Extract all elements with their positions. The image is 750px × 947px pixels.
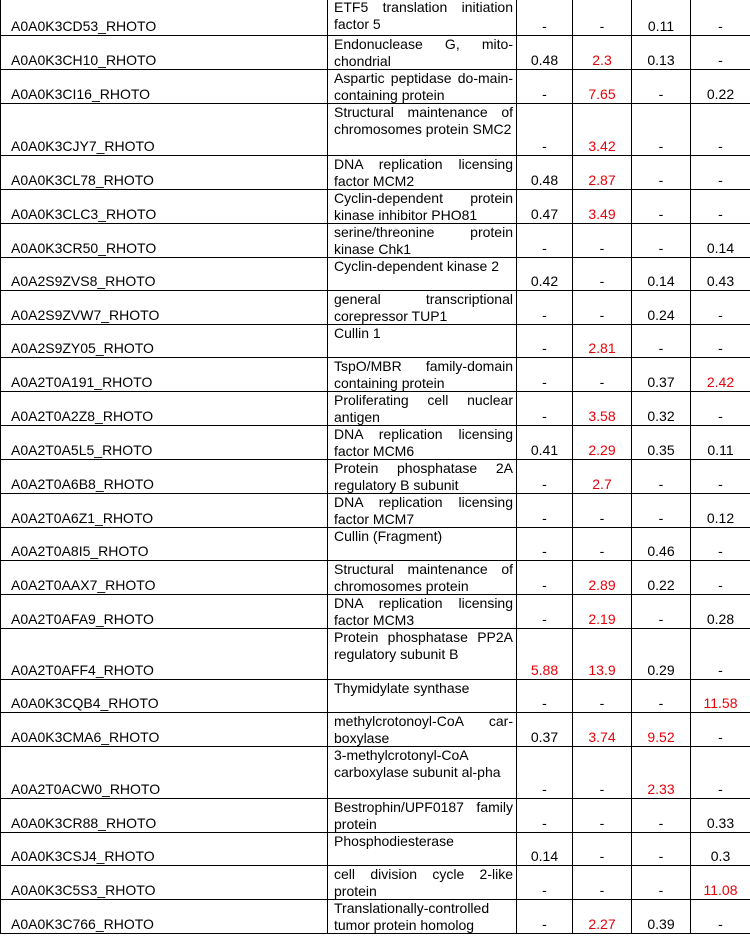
value-cell-3: - bbox=[632, 595, 691, 629]
protein-id-cell: A0A2T0A2Z8_RHOTO bbox=[1, 392, 328, 426]
protein-description-cell: Cullin 1 bbox=[328, 325, 517, 358]
value-cell-1: - bbox=[517, 595, 573, 629]
value-cell-3: 0.39 bbox=[632, 900, 691, 934]
value-cell-4: - bbox=[691, 156, 750, 190]
value-cell-3: 0.29 bbox=[632, 629, 691, 680]
table-row bbox=[1, 494, 750, 528]
table-row bbox=[1, 561, 750, 595]
value-cell-1: 0.48 bbox=[517, 36, 573, 70]
value-cell-1: - bbox=[517, 0, 573, 36]
value-cell-3: 0.13 bbox=[632, 36, 691, 70]
value-cell-4: 0.3 bbox=[691, 833, 750, 866]
value-cell-3: - bbox=[632, 799, 691, 833]
value-cell-4: 11.58 bbox=[691, 680, 750, 713]
value-cell-1: 0.37 bbox=[517, 713, 573, 747]
protein-description-cell: general transcriptional corepressor TUP1 bbox=[328, 291, 517, 325]
value-cell-1: - bbox=[517, 747, 573, 799]
value-cell-4: 0.33 bbox=[691, 799, 750, 833]
value-cell-1: - bbox=[517, 561, 573, 595]
protein-id-cell: A0A0K3CLC3_RHOTO bbox=[1, 190, 328, 224]
protein-id-cell: A0A0K3CH10_RHOTO bbox=[1, 36, 328, 70]
protein-id-cell: A0A0K3C5S3_RHOTO bbox=[1, 866, 328, 900]
value-cell-1: 0.42 bbox=[517, 258, 573, 291]
table-row bbox=[1, 190, 750, 224]
protein-id-cell: A0A2S9ZVW7_RHOTO bbox=[1, 291, 328, 325]
value-cell-2: 2.3 bbox=[573, 36, 632, 70]
protein-id-cell: A0A2T0A191_RHOTO bbox=[1, 358, 328, 392]
protein-description-cell: Translationally-controlled tumor protein homolog bbox=[328, 900, 517, 934]
table-body bbox=[1, 0, 750, 934]
value-cell-3: 0.24 bbox=[632, 291, 691, 325]
value-cell-2: - bbox=[573, 291, 632, 325]
protein-description-cell: Protein phosphatase 2A regulatory B subunit bbox=[328, 460, 517, 494]
protein-id-cell: A0A2T0A6B8_RHOTO bbox=[1, 460, 328, 494]
protein-id-cell: A0A0K3CL78_RHOTO bbox=[1, 156, 328, 190]
value-cell-2: 3.42 bbox=[573, 104, 632, 156]
value-cell-3: - bbox=[632, 833, 691, 866]
table-row bbox=[1, 392, 750, 426]
value-cell-1: - bbox=[517, 392, 573, 426]
protein-id-cell: A0A0K3CQB4_RHOTO bbox=[1, 680, 328, 713]
value-cell-1: - bbox=[517, 866, 573, 900]
table-row bbox=[1, 258, 750, 291]
value-cell-2: 7.65 bbox=[573, 70, 632, 104]
protein-description-cell: serine/threonine protein kinase Chk1 bbox=[328, 224, 517, 258]
protein-description-cell: Phosphodiesterase bbox=[328, 833, 517, 866]
value-cell-2: - bbox=[573, 866, 632, 900]
value-cell-3: 2.33 bbox=[632, 747, 691, 799]
value-cell-2: - bbox=[573, 528, 632, 561]
value-cell-4: 11.08 bbox=[691, 866, 750, 900]
value-cell-4: - bbox=[691, 528, 750, 561]
value-cell-2: 2.81 bbox=[573, 325, 632, 358]
value-cell-2: - bbox=[573, 0, 632, 36]
value-cell-1: - bbox=[517, 494, 573, 528]
value-cell-4: - bbox=[691, 629, 750, 680]
value-cell-4: - bbox=[691, 325, 750, 358]
protein-id-cell: A0A0K3CR50_RHOTO bbox=[1, 224, 328, 258]
table-row bbox=[1, 747, 750, 799]
value-cell-4: 0.22 bbox=[691, 70, 750, 104]
protein-description-cell: DNA replication licensing factor MCM7 bbox=[328, 494, 517, 528]
protein-id-cell: A0A0K3CR88_RHOTO bbox=[1, 799, 328, 833]
value-cell-1: - bbox=[517, 460, 573, 494]
protein-description-cell: Proliferating cell nuclear antigen bbox=[328, 392, 517, 426]
value-cell-3: 0.22 bbox=[632, 561, 691, 595]
table-row bbox=[1, 799, 750, 833]
protein-id-cell: A0A0K3CSJ4_RHOTO bbox=[1, 833, 328, 866]
protein-description-cell: 3-methylcrotonyl-CoA carboxylase subunit al-pha bbox=[328, 747, 517, 799]
value-cell-2: 3.58 bbox=[573, 392, 632, 426]
table-row bbox=[1, 104, 750, 156]
protein-description-cell: ETF5 translation initiation factor 5 bbox=[328, 0, 517, 36]
value-cell-4: 0.11 bbox=[691, 426, 750, 460]
value-cell-4: - bbox=[691, 392, 750, 426]
protein-description-cell: cell division cycle 2-like protein bbox=[328, 866, 517, 900]
protein-description-cell: Thymidylate synthase bbox=[328, 680, 517, 713]
value-cell-1: 0.41 bbox=[517, 426, 573, 460]
value-cell-2: - bbox=[573, 833, 632, 866]
table-row bbox=[1, 460, 750, 494]
protein-id-cell: A0A0K3CMA6_RHOTO bbox=[1, 713, 328, 747]
value-cell-1: 0.47 bbox=[517, 190, 573, 224]
value-cell-4: - bbox=[691, 0, 750, 36]
value-cell-2: 2.29 bbox=[573, 426, 632, 460]
table-row bbox=[1, 833, 750, 866]
value-cell-1: - bbox=[517, 680, 573, 713]
value-cell-3: 0.11 bbox=[632, 0, 691, 36]
protein-id-cell: A0A2T0A6Z1_RHOTO bbox=[1, 494, 328, 528]
protein-description-cell: Aspartic peptidase do-main-containing protein bbox=[328, 70, 517, 104]
value-cell-4: - bbox=[691, 900, 750, 934]
table-row bbox=[1, 680, 750, 713]
value-cell-2: 13.9 bbox=[573, 629, 632, 680]
value-cell-2: - bbox=[573, 224, 632, 258]
protein-id-cell: A0A0K3CD53_RHOTO bbox=[1, 0, 328, 36]
value-cell-4: - bbox=[691, 291, 750, 325]
value-cell-2: - bbox=[573, 747, 632, 799]
value-cell-1: - bbox=[517, 104, 573, 156]
protein-description-cell: Endonuclease G, mito-chondrial bbox=[328, 36, 517, 70]
value-cell-2: 2.89 bbox=[573, 561, 632, 595]
table-row bbox=[1, 0, 750, 36]
protein-id-cell: A0A0K3CI16_RHOTO bbox=[1, 70, 328, 104]
value-cell-4: - bbox=[691, 460, 750, 494]
table-row bbox=[1, 156, 750, 190]
value-cell-3: - bbox=[632, 325, 691, 358]
value-cell-1: - bbox=[517, 291, 573, 325]
value-cell-2: - bbox=[573, 680, 632, 713]
protein-description-cell: Cyclin-dependent protein kinase inhibitor PHO81 bbox=[328, 190, 517, 224]
protein-description-cell: Structural maintenance of chromosomes protein bbox=[328, 561, 517, 595]
protein-id-cell: A0A2T0AFA9_RHOTO bbox=[1, 595, 328, 629]
protein-description-cell: DNA replication licensing factor MCM6 bbox=[328, 426, 517, 460]
value-cell-3: - bbox=[632, 224, 691, 258]
value-cell-1: 0.48 bbox=[517, 156, 573, 190]
value-cell-4: - bbox=[691, 104, 750, 156]
protein-id-cell: A0A0K3CJY7_RHOTO bbox=[1, 104, 328, 156]
table-row bbox=[1, 713, 750, 747]
protein-id-cell: A0A2S9ZY05_RHOTO bbox=[1, 325, 328, 358]
protein-id-cell: A0A2T0AAX7_RHOTO bbox=[1, 561, 328, 595]
protein-id-cell: A0A2S9ZVS8_RHOTO bbox=[1, 258, 328, 291]
protein-description-cell: TspO/MBR family-domain containing protein bbox=[328, 358, 517, 392]
protein-id-cell: A0A2T0A8I5_RHOTO bbox=[1, 528, 328, 561]
value-cell-1: - bbox=[517, 900, 573, 934]
protein-description-cell: Cyclin-dependent kinase 2 bbox=[328, 258, 517, 291]
value-cell-1: - bbox=[517, 325, 573, 358]
table-row bbox=[1, 426, 750, 460]
table-row bbox=[1, 291, 750, 325]
value-cell-3: 9.52 bbox=[632, 713, 691, 747]
value-cell-3: - bbox=[632, 460, 691, 494]
value-cell-3: 0.37 bbox=[632, 358, 691, 392]
value-cell-2: 2.7 bbox=[573, 460, 632, 494]
table-row bbox=[1, 528, 750, 561]
protein-id-cell: A0A2T0AFF4_RHOTO bbox=[1, 629, 328, 680]
value-cell-2: - bbox=[573, 799, 632, 833]
value-cell-1: - bbox=[517, 358, 573, 392]
protein-id-cell: A0A2T0A5L5_RHOTO bbox=[1, 426, 328, 460]
value-cell-3: - bbox=[632, 494, 691, 528]
protein-description-cell: DNA replication licensing factor MCM2 bbox=[328, 156, 517, 190]
table-row bbox=[1, 358, 750, 392]
protein-description-cell: methylcrotonoyl-CoA car-boxylase bbox=[328, 713, 517, 747]
value-cell-2: 2.19 bbox=[573, 595, 632, 629]
table-row bbox=[1, 36, 750, 70]
value-cell-4: - bbox=[691, 190, 750, 224]
protein-description-cell: DNA replication licensing factor MCM3 bbox=[328, 595, 517, 629]
value-cell-1: - bbox=[517, 799, 573, 833]
value-cell-4: - bbox=[691, 713, 750, 747]
value-cell-4: 0.43 bbox=[691, 258, 750, 291]
table-row bbox=[1, 325, 750, 358]
value-cell-3: 0.46 bbox=[632, 528, 691, 561]
protein-description-cell: Protein phosphatase PP2A regulatory subunit B bbox=[328, 629, 517, 680]
value-cell-2: - bbox=[573, 358, 632, 392]
protein-description-cell: Structural maintenance of chromosomes protein SMC2 bbox=[328, 104, 517, 156]
value-cell-4: 0.12 bbox=[691, 494, 750, 528]
value-cell-1: - bbox=[517, 70, 573, 104]
value-cell-2: - bbox=[573, 258, 632, 291]
value-cell-3: 0.32 bbox=[632, 392, 691, 426]
protein-description-cell: Bestrophin/UPF0187 family protein bbox=[328, 799, 517, 833]
value-cell-3: 0.35 bbox=[632, 426, 691, 460]
value-cell-2: 3.49 bbox=[573, 190, 632, 224]
value-cell-1: - bbox=[517, 224, 573, 258]
value-cell-2: 3.74 bbox=[573, 713, 632, 747]
value-cell-1: 5.88 bbox=[517, 629, 573, 680]
value-cell-3: - bbox=[632, 190, 691, 224]
value-cell-4: - bbox=[691, 561, 750, 595]
table-row bbox=[1, 70, 750, 104]
table-row bbox=[1, 595, 750, 629]
value-cell-2: 2.87 bbox=[573, 156, 632, 190]
protein-description-cell: Cullin (Fragment) bbox=[328, 528, 517, 561]
protein-id-cell: A0A2T0ACW0_RHOTO bbox=[1, 747, 328, 799]
table-row bbox=[1, 866, 750, 900]
value-cell-1: - bbox=[517, 528, 573, 561]
value-cell-3: 0.14 bbox=[632, 258, 691, 291]
value-cell-4: - bbox=[691, 747, 750, 799]
value-cell-2: 2.27 bbox=[573, 900, 632, 934]
value-cell-1: 0.14 bbox=[517, 833, 573, 866]
table-row bbox=[1, 224, 750, 258]
value-cell-3: - bbox=[632, 156, 691, 190]
value-cell-3: - bbox=[632, 104, 691, 156]
value-cell-4: 0.28 bbox=[691, 595, 750, 629]
value-cell-4: 0.14 bbox=[691, 224, 750, 258]
value-cell-4: 2.42 bbox=[691, 358, 750, 392]
table-row bbox=[1, 629, 750, 680]
value-cell-2: - bbox=[573, 494, 632, 528]
value-cell-4: - bbox=[691, 36, 750, 70]
value-cell-3: - bbox=[632, 866, 691, 900]
value-cell-3: - bbox=[632, 70, 691, 104]
protein-id-cell: A0A0K3C766_RHOTO bbox=[1, 900, 328, 934]
table-row bbox=[1, 900, 750, 934]
value-cell-3: - bbox=[632, 680, 691, 713]
